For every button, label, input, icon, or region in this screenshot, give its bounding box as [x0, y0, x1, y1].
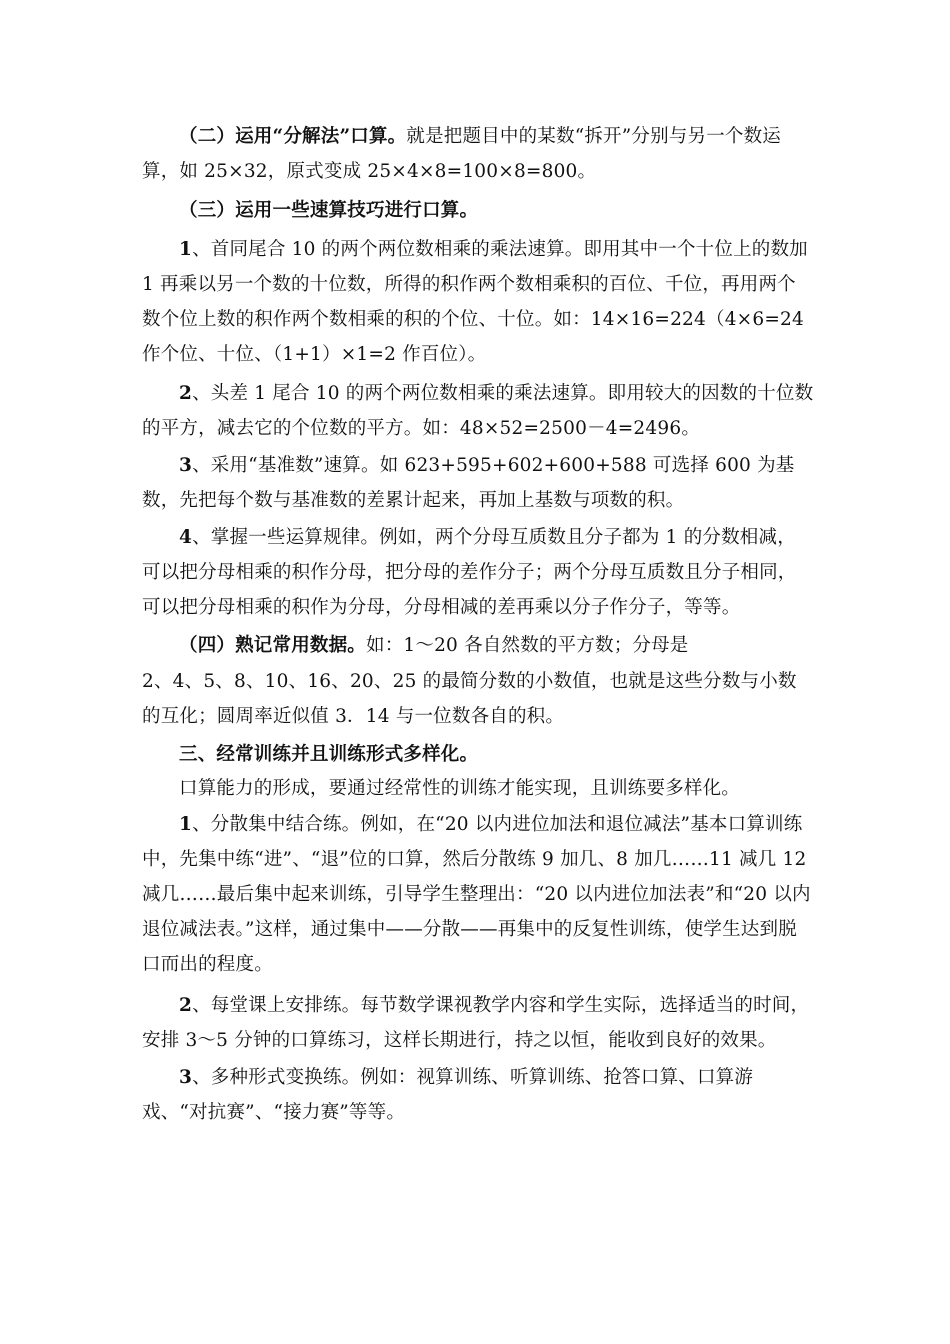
item-number: 1: [179, 814, 193, 835]
paragraph-common-data-continued: [142, 664, 814, 734]
paragraph-speed-techniques: [142, 193, 814, 228]
paragraph-text: 就是把题目中的某数“拆开”分别与另一个数运算，如 25×32，原式变成 25×4×8=100×8=800。: [142, 126, 782, 182]
paragraph-item-2: [142, 376, 814, 446]
item-number: 4: [179, 527, 193, 548]
paragraph-text: 、掌握一些运算规律。例如，两个分母互质数且分子都为 1 的分数相减，可以把分母相乘的积作分母，把分母的差作分子；两个分母互质数且分子相同，可以把分母相乘的积作为分母，分母相减的差再乘以分子作分子，等等。: [142, 527, 797, 618]
paragraph-text: 、分散集中结合练。例如，在“20 以内进位加法和退位减法”基本口算训练中，先集中练“进”、“退”位的口算，然后分散练 9 加几、8 加几……11 减几 12 减几……最后集中起来训练，引导学生整理出：“20 以内进位加法表”和“20 以内退位减法表。”这样，通过集中——分散——再集中的反复性训练，使学生达到脱口而出的程度。: [142, 814, 811, 975]
heading-section-three: 三、经常训练并且训练形式多样化。: [179, 744, 479, 765]
paragraph-section-three: [142, 737, 814, 772]
heading-common-data: （四）熟记常用数据。: [179, 635, 367, 656]
paragraph-decomposition-method: [142, 119, 814, 189]
paragraph-common-data: [142, 628, 814, 663]
paragraph-text: 、采用“基准数”速算。如 623+595+602+600+588 可选择 600 为基数，先把每个数与基准数的差累计起来，再加上基数与项数的积。: [142, 455, 795, 511]
item-number: 3: [179, 1067, 193, 1088]
item-number: 2: [179, 383, 193, 404]
item-number: 2: [179, 995, 193, 1016]
paragraph-text: 、头差 1 尾合 10 的两个两位数相乘的乘法速算。即用较大的因数的十位数的平方，减去它的个位数的平方。如：48×52=2500－4=2496。: [142, 383, 814, 439]
heading-speed-techniques: （三）运用一些速算技巧进行口算。: [179, 200, 479, 221]
paragraph-text: 、每堂课上安排练。每节数学课视教学内容和学生实际，选择适当的时间，安排 3～5 分钟的口算练习，这样长期进行，持之以恒，能收到良好的效果。: [142, 995, 810, 1051]
item-number: 3: [179, 455, 193, 476]
paragraph-training-2: [142, 988, 814, 1058]
paragraph-text: 、多种形式变换练。例如：视算训练、听算训练、抢答口算、口算游戏、“对抗赛”、“接力赛”等等。: [142, 1067, 754, 1123]
heading-decomposition-method: （二）运用“分解法”口算。: [179, 126, 407, 147]
paragraph-training-1: [142, 807, 814, 982]
paragraph-text: 2、4、5、8、10、16、20、25 的最简分数的小数值，也就是这些分数与小数的互化；圆周率近似值 3．14 与一位数各自的积。: [142, 671, 797, 727]
item-number: 1: [179, 239, 193, 260]
paragraph-text: 、首同尾合 10 的两个两位数相乘的乘法速算。即用其中一个十位上的数加 1 再乘以另一个数的十位数，所得的积作两个数相乘积的百位、千位，再用两个数个位上数的积作两个数相乘的积的个位、十位。如：14×16=224（4×6=24 作个位、十位、（1+1）×1=2 作百位）。: [142, 239, 808, 365]
paragraph-training-3: [142, 1060, 814, 1130]
paragraph-text: 口算能力的形成，要通过经常性的训练才能实现，且训练要多样化。: [179, 778, 741, 799]
paragraph-training-intro: [142, 771, 814, 806]
paragraph-item-1: [142, 232, 814, 372]
paragraph-text: 如：1～20 各自然数的平方数；分母是: [366, 635, 689, 656]
paragraph-item-4: [142, 520, 814, 625]
paragraph-item-3: [142, 448, 814, 518]
